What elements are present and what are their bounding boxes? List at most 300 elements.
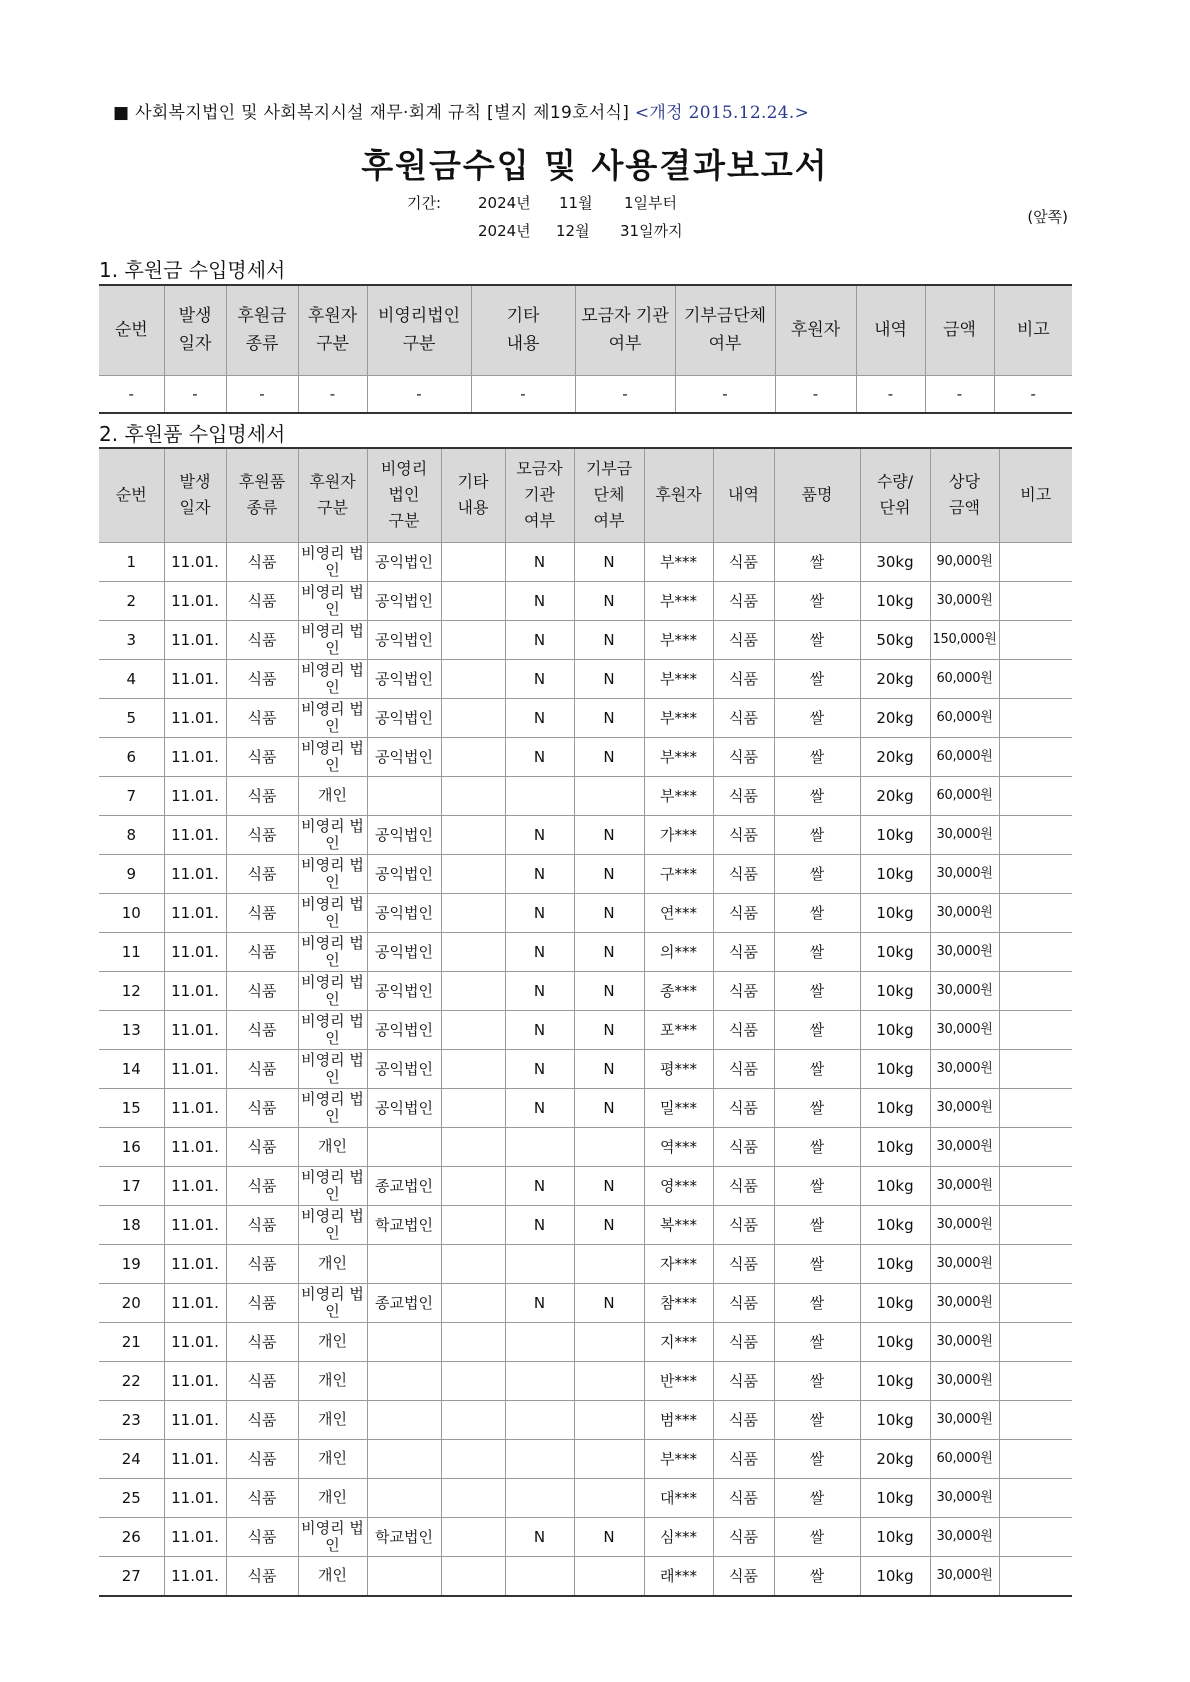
cell-date: 11.01. [164, 1166, 226, 1205]
cell-qty: 10kg [860, 1283, 930, 1322]
header-date: 발생 일자 [164, 448, 226, 542]
cell-fundraiser: N [505, 1166, 574, 1205]
cell-detail: 식품 [713, 698, 774, 737]
cell-date: 11.01. [164, 659, 226, 698]
cell-type: 식품 [226, 1244, 298, 1283]
cell-fundraiser: N [505, 620, 574, 659]
cell-amount: - [925, 375, 994, 413]
cell-date: 11.01. [164, 620, 226, 659]
cell-date: 11.01. [164, 1322, 226, 1361]
header-donor: 후원자 [775, 285, 856, 375]
cell-etc [441, 659, 505, 698]
section1-title: 1. 후원금 수입명세서 [99, 258, 286, 282]
cell-donor: 부*** [644, 581, 713, 620]
cell-qty: 10kg [860, 971, 930, 1010]
cell-type: - [226, 375, 298, 413]
cell-value: 60,000원 [930, 776, 999, 815]
cell-no: 12 [99, 971, 164, 1010]
cell-note [999, 1478, 1072, 1517]
header-value: 상당 금액 [930, 448, 999, 542]
donation-income-table [99, 284, 1072, 414]
cell-date: 11.01. [164, 1088, 226, 1127]
cell-donor-class: 개인 [298, 1439, 367, 1478]
cell-qty: 10kg [860, 1166, 930, 1205]
cell-item: 쌀 [774, 542, 860, 581]
cell-item: 쌀 [774, 1010, 860, 1049]
cell-value: 30,000원 [930, 1478, 999, 1517]
cell-donor: 포*** [644, 1010, 713, 1049]
cell-note [999, 1556, 1072, 1596]
cell-value: 30,000원 [930, 932, 999, 971]
cell-etc [441, 1010, 505, 1049]
form-reference [113, 98, 809, 123]
cell-donor-class: 비영리 법인 [298, 893, 367, 932]
cell-type: 식품 [226, 737, 298, 776]
cell-type: 식품 [226, 1361, 298, 1400]
cell-detail: 식품 [713, 581, 774, 620]
table-row [99, 776, 1072, 815]
cell-nonprofit: 공익법인 [367, 581, 441, 620]
donated-goods-table [99, 447, 1072, 1597]
cell-note [999, 1283, 1072, 1322]
cell-group: N [574, 659, 644, 698]
cell-fundraiser: N [505, 932, 574, 971]
cell-donor-class: 비영리 법인 [298, 815, 367, 854]
cell-note [999, 1439, 1072, 1478]
table-row [99, 1049, 1072, 1088]
header-date: 발생 일자 [164, 285, 226, 375]
cell-fundraiser: N [505, 854, 574, 893]
cell-item: 쌀 [774, 1088, 860, 1127]
cell-donor: 참*** [644, 1283, 713, 1322]
cell-note [999, 815, 1072, 854]
table-row [99, 620, 1072, 659]
header-amount: 금액 [925, 285, 994, 375]
table-row [99, 1166, 1072, 1205]
cell-note [999, 1322, 1072, 1361]
period-to-month: 12월 [556, 222, 590, 240]
cell-donor-class: 비영리 법인 [298, 854, 367, 893]
cell-group: N [574, 1088, 644, 1127]
cell-detail: 식품 [713, 1088, 774, 1127]
cell-donor: 자*** [644, 1244, 713, 1283]
cell-qty: 10kg [860, 1400, 930, 1439]
cell-nonprofit: 공익법인 [367, 1049, 441, 1088]
cell-date: 11.01. [164, 1439, 226, 1478]
cell-qty: 10kg [860, 1556, 930, 1596]
cell-item: 쌀 [774, 1244, 860, 1283]
cell-detail: 식품 [713, 1322, 774, 1361]
header-fundraiser: 모금자 기관 여부 [575, 285, 675, 375]
cell-etc [441, 893, 505, 932]
cell-date: 11.01. [164, 1283, 226, 1322]
cell-no: 3 [99, 620, 164, 659]
cell-nonprofit: 공익법인 [367, 893, 441, 932]
cell-note [999, 542, 1072, 581]
cell-note [999, 776, 1072, 815]
cell-date: 11.01. [164, 1127, 226, 1166]
cell-donor-class: 개인 [298, 776, 367, 815]
cell-value: 30,000원 [930, 1517, 999, 1556]
cell-no: 15 [99, 1088, 164, 1127]
cell-nonprofit: 공익법인 [367, 1088, 441, 1127]
period-from-year: 2024년 [478, 194, 531, 212]
cell-etc [441, 1088, 505, 1127]
cell-group: N [574, 698, 644, 737]
cell-nonprofit: 공익법인 [367, 1010, 441, 1049]
cell-donor: 평*** [644, 1049, 713, 1088]
cell-fundraiser: N [505, 698, 574, 737]
table-row [99, 1322, 1072, 1361]
cell-detail: 식품 [713, 1400, 774, 1439]
cell-value: 30,000원 [930, 893, 999, 932]
cell-no: 7 [99, 776, 164, 815]
cell-etc [441, 1127, 505, 1166]
cell-no: 18 [99, 1205, 164, 1244]
header-no: 순번 [99, 285, 164, 375]
document-title: 후원금수입 및 사용결과보고서 [361, 146, 829, 185]
cell-no: 2 [99, 581, 164, 620]
header-no: 순번 [99, 448, 164, 542]
cell-note [999, 1244, 1072, 1283]
period-to-day: 31일까지 [620, 222, 683, 240]
cell-qty: 10kg [860, 581, 930, 620]
cell-fundraiser [505, 1361, 574, 1400]
cell-nonprofit [367, 1439, 441, 1478]
cell-nonprofit [367, 776, 441, 815]
cell-value: 30,000원 [930, 1205, 999, 1244]
cell-donor: 심*** [644, 1517, 713, 1556]
cell-date: 11.01. [164, 854, 226, 893]
cell-item: 쌀 [774, 698, 860, 737]
cell-fundraiser [505, 1478, 574, 1517]
cell-nonprofit [367, 1322, 441, 1361]
cell-etc [441, 1556, 505, 1596]
cell-value: 30,000원 [930, 1049, 999, 1088]
cell-date: 11.01. [164, 581, 226, 620]
cell-detail: 식품 [713, 854, 774, 893]
cell-nonprofit: - [367, 375, 471, 413]
cell-qty: 10kg [860, 893, 930, 932]
cell-date: 11.01. [164, 1010, 226, 1049]
cell-group: N [574, 581, 644, 620]
cell-note [999, 1010, 1072, 1049]
cell-no: - [99, 375, 164, 413]
cell-donor: 구*** [644, 854, 713, 893]
cell-note [999, 698, 1072, 737]
cell-group: N [574, 1049, 644, 1088]
cell-value: 30,000원 [930, 1283, 999, 1322]
cell-nonprofit [367, 1400, 441, 1439]
cell-donor-class: 비영리 법인 [298, 1049, 367, 1088]
cell-qty: 10kg [860, 815, 930, 854]
cell-fundraiser: N [505, 581, 574, 620]
cell-detail: 식품 [713, 620, 774, 659]
cell-donor-class: 개인 [298, 1478, 367, 1517]
cell-type: 식품 [226, 932, 298, 971]
cell-value: 30,000원 [930, 815, 999, 854]
cell-group: - [675, 375, 775, 413]
cell-detail: 식품 [713, 1283, 774, 1322]
cell-etc [441, 698, 505, 737]
cell-detail: 식품 [713, 971, 774, 1010]
cell-note [999, 1400, 1072, 1439]
cell-group [574, 1322, 644, 1361]
cell-nonprofit [367, 1478, 441, 1517]
cell-note [999, 854, 1072, 893]
cell-date: 11.01. [164, 1556, 226, 1596]
header-type: 후원품 종류 [226, 448, 298, 542]
header-detail: 내역 [713, 448, 774, 542]
cell-item: 쌀 [774, 1049, 860, 1088]
cell-etc [441, 737, 505, 776]
cell-detail: 식품 [713, 1127, 774, 1166]
cell-qty: 10kg [860, 1322, 930, 1361]
cell-item: 쌀 [774, 815, 860, 854]
cell-date: 11.01. [164, 1049, 226, 1088]
header-type: 후원금 종류 [226, 285, 298, 375]
cell-no: 10 [99, 893, 164, 932]
cell-no: 4 [99, 659, 164, 698]
cell-nonprofit: 공익법인 [367, 737, 441, 776]
cell-no: 19 [99, 1244, 164, 1283]
cell-donor-class: 비영리 법인 [298, 971, 367, 1010]
header-group: 기부금단체 여부 [675, 285, 775, 375]
cell-detail: - [856, 375, 925, 413]
cell-group: N [574, 542, 644, 581]
cell-note [999, 1049, 1072, 1088]
cell-etc [441, 1049, 505, 1088]
cell-qty: 10kg [860, 932, 930, 971]
header-detail: 내역 [856, 285, 925, 375]
cell-donor: 지*** [644, 1322, 713, 1361]
table-row [99, 737, 1072, 776]
cell-donor: 반*** [644, 1361, 713, 1400]
cell-etc [441, 581, 505, 620]
cell-value: 60,000원 [930, 737, 999, 776]
cell-type: 식품 [226, 1049, 298, 1088]
cell-item: 쌀 [774, 854, 860, 893]
cell-etc [441, 854, 505, 893]
cell-donor: 가*** [644, 815, 713, 854]
cell-item: 쌀 [774, 1439, 860, 1478]
cell-note [999, 737, 1072, 776]
table-row [99, 1244, 1072, 1283]
cell-fundraiser: N [505, 1088, 574, 1127]
cell-no: 26 [99, 1517, 164, 1556]
table-row [99, 1478, 1072, 1517]
cell-nonprofit: 종교법인 [367, 1283, 441, 1322]
cell-no: 1 [99, 542, 164, 581]
cell-donor-class: - [298, 375, 367, 413]
cell-group [574, 1478, 644, 1517]
cell-detail: 식품 [713, 1205, 774, 1244]
cell-no: 8 [99, 815, 164, 854]
cell-no: 13 [99, 1010, 164, 1049]
cell-fundraiser: N [505, 815, 574, 854]
cell-fundraiser: N [505, 1517, 574, 1556]
cell-etc [441, 542, 505, 581]
cell-type: 식품 [226, 1166, 298, 1205]
cell-qty: 10kg [860, 854, 930, 893]
cell-no: 22 [99, 1361, 164, 1400]
cell-date: 11.01. [164, 815, 226, 854]
cell-type: 식품 [226, 620, 298, 659]
cell-note [999, 659, 1072, 698]
cell-detail: 식품 [713, 542, 774, 581]
cell-etc [441, 620, 505, 659]
cell-etc [441, 932, 505, 971]
table-row [99, 1088, 1072, 1127]
cell-donor: 복*** [644, 1205, 713, 1244]
cell-donor-class: 비영리 법인 [298, 1088, 367, 1127]
cell-date: 11.01. [164, 893, 226, 932]
cell-nonprofit: 공익법인 [367, 698, 441, 737]
cell-detail: 식품 [713, 1439, 774, 1478]
cell-group [574, 1556, 644, 1596]
cell-group: N [574, 1010, 644, 1049]
header-nonprofit: 비영리 법인 구분 [367, 448, 441, 542]
cell-donor: 영*** [644, 1166, 713, 1205]
cell-nonprofit: 공익법인 [367, 971, 441, 1010]
cell-group [574, 1361, 644, 1400]
cell-date: 11.01. [164, 1478, 226, 1517]
cell-date: 11.01. [164, 542, 226, 581]
cell-item: 쌀 [774, 1556, 860, 1596]
table-row [99, 854, 1072, 893]
cell-no: 6 [99, 737, 164, 776]
cell-group: N [574, 971, 644, 1010]
cell-type: 식품 [226, 893, 298, 932]
table-row [99, 1010, 1072, 1049]
cell-item: 쌀 [774, 1361, 860, 1400]
cell-donor-class: 비영리 법인 [298, 581, 367, 620]
cell-detail: 식품 [713, 776, 774, 815]
cell-qty: 20kg [860, 737, 930, 776]
cell-group: N [574, 1283, 644, 1322]
cell-donor-class: 비영리 법인 [298, 1010, 367, 1049]
cell-item: 쌀 [774, 659, 860, 698]
cell-group: N [574, 932, 644, 971]
cell-item: 쌀 [774, 581, 860, 620]
cell-note [999, 971, 1072, 1010]
cell-fundraiser [505, 1244, 574, 1283]
cell-qty: 10kg [860, 1205, 930, 1244]
cell-group [574, 1439, 644, 1478]
cell-fundraiser: N [505, 1205, 574, 1244]
cell-etc [441, 1322, 505, 1361]
cell-fundraiser: N [505, 737, 574, 776]
cell-item: 쌀 [774, 971, 860, 1010]
cell-type: 식품 [226, 581, 298, 620]
cell-type: 식품 [226, 1010, 298, 1049]
cell-type: 식품 [226, 1322, 298, 1361]
cell-qty: 50kg [860, 620, 930, 659]
cell-date: 11.01. [164, 776, 226, 815]
cell-item: 쌀 [774, 1205, 860, 1244]
cell-etc [441, 1517, 505, 1556]
cell-no: 11 [99, 932, 164, 971]
cell-nonprofit [367, 1127, 441, 1166]
period-to-year: 2024년 [478, 222, 531, 240]
cell-detail: 식품 [713, 1478, 774, 1517]
square-bullet-icon: ■ [113, 103, 130, 123]
cell-detail: 식품 [713, 1049, 774, 1088]
cell-group [574, 776, 644, 815]
cell-detail: 식품 [713, 815, 774, 854]
cell-value: 30,000원 [930, 1556, 999, 1596]
cell-fundraiser: N [505, 971, 574, 1010]
cell-note [999, 620, 1072, 659]
section2-title: 2. 후원품 수입명세서 [99, 422, 286, 446]
cell-value: 30,000원 [930, 1322, 999, 1361]
cell-item: 쌀 [774, 1283, 860, 1322]
cell-donor-class: 개인 [298, 1400, 367, 1439]
cell-qty: 10kg [860, 1244, 930, 1283]
cell-donor-class: 개인 [298, 1322, 367, 1361]
period-label: 기간: [407, 194, 442, 212]
cell-etc [441, 1166, 505, 1205]
cell-detail: 식품 [713, 1166, 774, 1205]
cell-qty: 20kg [860, 776, 930, 815]
cell-item: 쌀 [774, 893, 860, 932]
cell-etc: - [471, 375, 575, 413]
cell-donor-class: 비영리 법인 [298, 542, 367, 581]
table-row [99, 1439, 1072, 1478]
cell-nonprofit: 공익법인 [367, 932, 441, 971]
cell-note [999, 1517, 1072, 1556]
cell-donor-class: 개인 [298, 1361, 367, 1400]
cell-donor-class: 비영리 법인 [298, 659, 367, 698]
cell-note [999, 1166, 1072, 1205]
cell-donor: - [775, 375, 856, 413]
cell-fundraiser: N [505, 1049, 574, 1088]
cell-value: 150,000원 [930, 620, 999, 659]
cell-value: 30,000원 [930, 1361, 999, 1400]
table-row [99, 1400, 1072, 1439]
cell-nonprofit: 학교법인 [367, 1517, 441, 1556]
cell-fundraiser: - [575, 375, 675, 413]
cell-etc [441, 1439, 505, 1478]
cell-value: 30,000원 [930, 1166, 999, 1205]
cell-detail: 식품 [713, 659, 774, 698]
table-row [99, 1517, 1072, 1556]
cell-note [999, 893, 1072, 932]
cell-item: 쌀 [774, 737, 860, 776]
cell-etc [441, 1205, 505, 1244]
cell-donor-class: 개인 [298, 1556, 367, 1596]
cell-etc [441, 776, 505, 815]
cell-donor: 부*** [644, 542, 713, 581]
cell-detail: 식품 [713, 1244, 774, 1283]
cell-type: 식품 [226, 1556, 298, 1596]
cell-group: N [574, 1205, 644, 1244]
cell-nonprofit [367, 1244, 441, 1283]
table-row [99, 932, 1072, 971]
cell-item: 쌀 [774, 1400, 860, 1439]
cell-donor-class: 비영리 법인 [298, 620, 367, 659]
cell-nonprofit: 종교법인 [367, 1166, 441, 1205]
cell-donor: 역*** [644, 1127, 713, 1166]
cell-donor: 부*** [644, 620, 713, 659]
cell-no: 23 [99, 1400, 164, 1439]
cell-nonprofit [367, 1361, 441, 1400]
cell-donor-class: 비영리 법인 [298, 932, 367, 971]
cell-no: 16 [99, 1127, 164, 1166]
cell-etc [441, 1478, 505, 1517]
cell-fundraiser: N [505, 659, 574, 698]
cell-nonprofit: 공익법인 [367, 854, 441, 893]
